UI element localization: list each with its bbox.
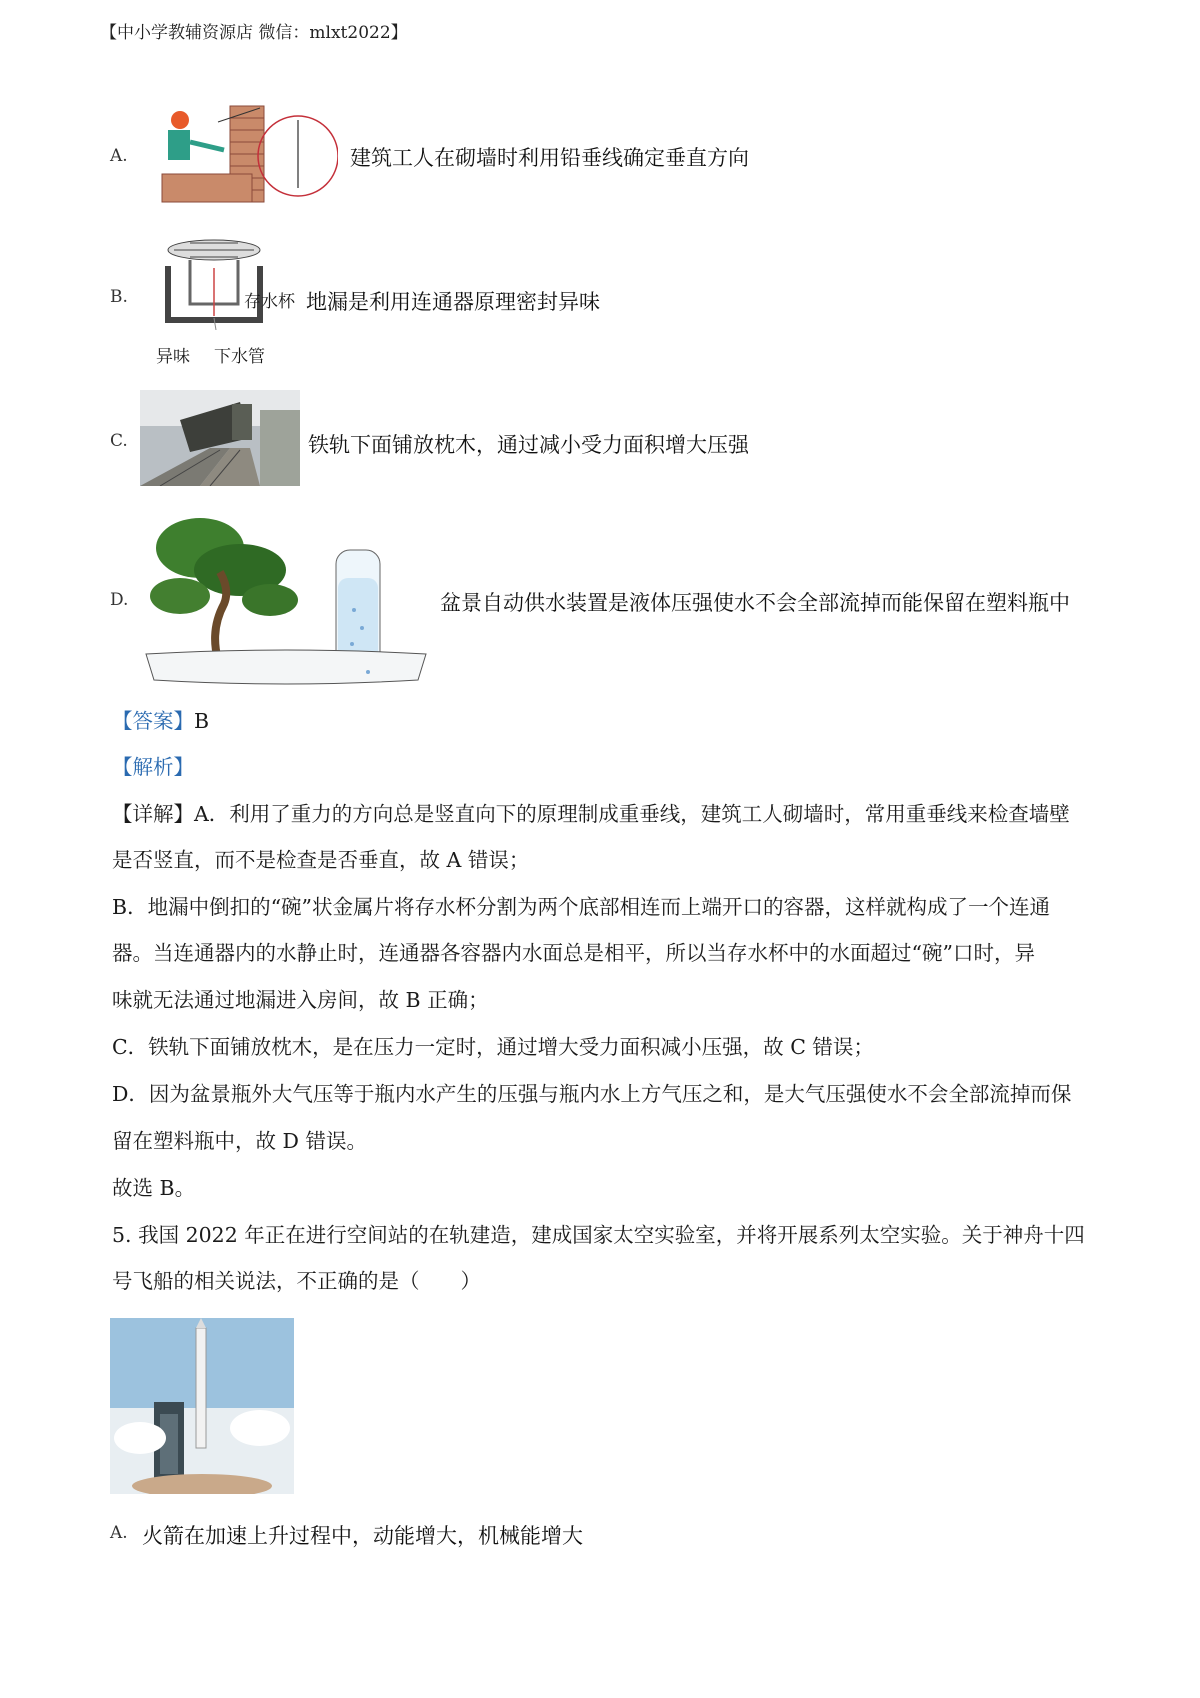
option-c-text: 铁轨下面铺放枕木，通过减小受力面积增大压强 (308, 433, 749, 457)
option-a-letter: A. (110, 146, 128, 166)
option-a-text: 建筑工人在砌墙时利用铅垂线确定垂直方向 (350, 146, 749, 170)
detail-line-4: 器。当连通器内的水静止时，连通器各容器内水面总是相平，所以当存水杯中的水面超过“碗”口时，异 (112, 941, 1035, 965)
drain-pipe-label: 下水管 (214, 347, 265, 367)
option-b-letter: B. (110, 287, 128, 307)
option-d-text: 盆景自动供水装置是液体压强使水不会全部流掉而能保留在塑料瓶中 (440, 591, 1070, 615)
page-header: 【中小学教辅资源店 微信：mlxt2022】 (100, 23, 408, 43)
rocket-launch-photo (110, 1318, 294, 1494)
detail-line-5: 味就无法通过地漏进入房间，故 B 正确； (112, 988, 489, 1012)
q5-line-1: 5. 我国 2022 年正在进行空间站的在轨建造，建成国家太空实验室，并将开展系列太空实验。关于神舟十四 (112, 1223, 1085, 1247)
detail-tag: 【详解】 (112, 802, 194, 826)
answer-line (112, 704, 209, 734)
bricklayer-figure (160, 98, 338, 210)
drain-cup-label: 存水杯 (244, 292, 295, 312)
detail-line-3: B．地漏中倒扣的“碗”状金属片将存水杯分割为两个底部相连而上端开口的容器，这样就构成了一个连通 (112, 895, 1051, 919)
detail-line-1 (112, 797, 1070, 827)
bonsai-figure (140, 500, 432, 690)
drain-smell-label: 异味 (156, 347, 190, 367)
detail-line-6: C．铁轨下面铺放枕木，是在压力一定时，通过增大受力面积减小压强，故 C 错误； (112, 1035, 874, 1059)
option-d-letter: D. (110, 590, 129, 610)
answer-tag: 【答案】 (112, 709, 194, 733)
analysis-tag: 【解析】 (112, 755, 194, 779)
q5-option-a-letter: A. (110, 1523, 128, 1543)
q5-line-2: 号飞船的相关说法，不正确的是（ ） (112, 1269, 481, 1293)
detail-line-9: 故选 B。 (112, 1176, 196, 1200)
q5-option-a-text: 火箭在加速上升过程中，动能增大，机械能增大 (142, 1524, 583, 1548)
answer-value: B (194, 709, 210, 733)
option-b-text: 地漏是利用连通器原理密封异味 (306, 290, 600, 314)
detail-line-7: D．因为盆景瓶外大气压等于瓶内水产生的压强与瓶内水上方气压之和，是大气压强使水不会全部流掉而保 (112, 1082, 1072, 1106)
option-c-letter: C. (110, 431, 128, 451)
railway-photo (140, 390, 300, 486)
detail-line-8: 留在塑料瓶中，故 D 错误。 (112, 1129, 367, 1153)
floor-drain-figure (160, 238, 268, 330)
detail-text-1: A．利用了重力的方向总是竖直向下的原理制成重垂线，建筑工人砌墙时，常用重垂线来检查墙壁 (194, 802, 1070, 826)
detail-line-2: 是否竖直，而不是检查是否垂直，故 A 错误； (112, 848, 530, 872)
